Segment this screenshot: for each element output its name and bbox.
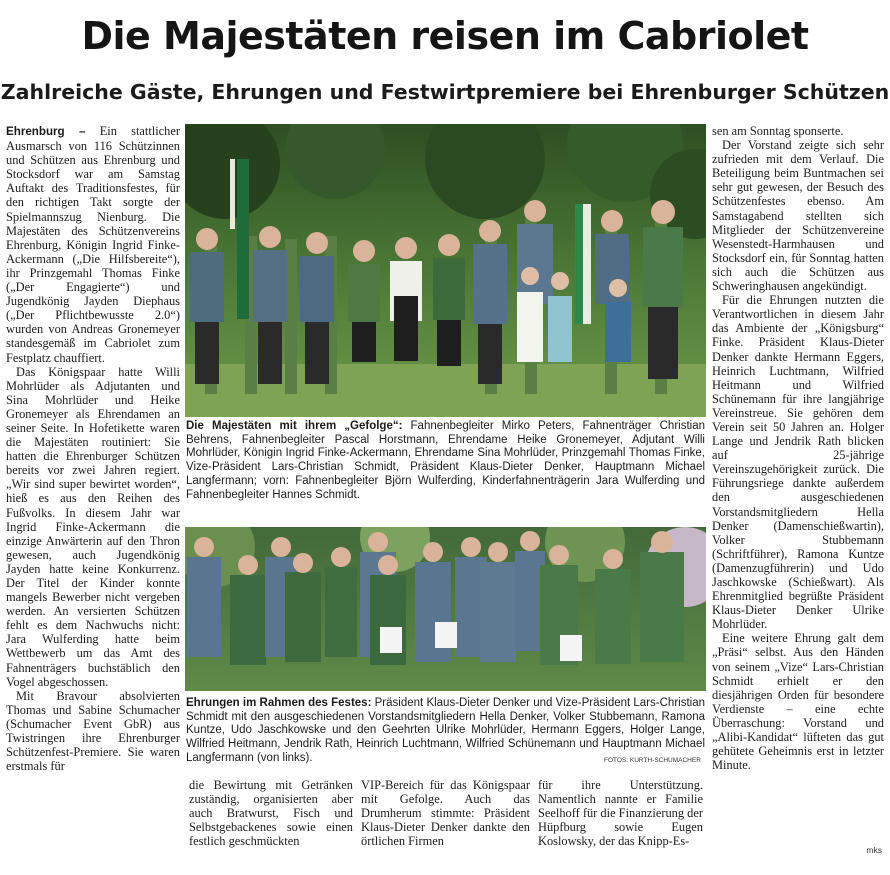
group-photo-majesties-image [185, 124, 706, 417]
paragraph [6, 124, 180, 365]
paragraph: die Bewirtung mit Getränken zuständig, organisierten aber auch Bratwurst, Fisch und Selbstgebackenes sowie einen festlich geschmückten [189, 778, 353, 849]
group-photo-majesties [185, 124, 706, 417]
paragraph: für ihre Unterstützung. Namentlich nannte er Familie Seelhoff für die Finanzierung der Hüpfburg sowie Eugen Koslowsky, der das Knipp-Es- [538, 778, 703, 849]
article-column-1 [6, 124, 180, 773]
photo-credit: FOTOS: KURTH-SCHUMACHER [604, 757, 701, 764]
author-signature: mks [866, 845, 882, 855]
paragraph: Für die Ehrungen nutzten die Verantwortlichen in diesem Jahr das Ambiente der „Königsburg“ Finke. Präsident Klaus-Dieter Denker dankte Hermann Eggers, Heinrich Luchtmann, Wilfried Heitmann und Wilfried Schünemann für ihre langjährige Vereinstreue. Sie gehören dem Verein seit 50 Jahren an. Holger Lange und Jendrik Rath blicken auf 25-jährige Vereinszugehörigkeit zurück. Die Führungsriege dankte außerdem den ausgeschiedenen Vorstandsmitgliedern Hella Denker (Damenschießwartin), Volker Stubbemann (Schriftführer), Ramona Kuntze (Damenzugführerin) und Udo Jaschkowske (Schießwart). Als Ehrenmitglied begrüßte Präsident Klaus-Dieter Denker Ulrike Mohrlüder. [712, 293, 884, 632]
article-column-2 [189, 778, 353, 848]
group-photo-honors [185, 527, 706, 691]
paragraph: Mit Bravour absolvierten Thomas und Sabine Schumacher (Schumacher Event GbR) aus Twistringen ihre Ehrenburger Schützenfest-Premiere. Sie waren erstmals für [6, 688, 180, 774]
caption-text: Präsident Klaus-Dieter Denker und Vize-Präsident Lars-Christian Schmidt mit den ausgeschiedenen Vorstandsmitgliedern Hella Denker, Volker Stubbemann, Ramona Kuntze, Udo Jaschkowske und den Geehrten Ulrike Mohrlüder, Hermann Eggers, Holger Lange, Wilfried Heitmann, Jendrik Rath, Heinrich Luchtmann, Wilfried Schünemann und Hauptmann Michael Langfermann (von links). [186, 697, 705, 764]
headline: Die Majestäten reisen im Cabriolet [81, 14, 809, 58]
paragraph: VIP-Bereich für das Königspaar mit Gefolge. Auch das Drumherum stimmte: Präsident Klaus-Dieter Denker dankte den örtlichen Firmen [361, 778, 530, 849]
article-column-3 [361, 778, 530, 848]
caption-text: Fahnenbegleiter Mirko Peters, Fahnenträger Christian Behrens, Fahnenbegleiter Pascal Horstmann, Ehrendame Heike Gronemeyer, Adjutant Willi Mohrlüder, Königin Ingrid Finke-Ackermann, Ehrendame Sina Mohrlüder, Prinzgemahl Thomas Finke, Vize-Präsident Lars-Christian Schmidt, Präsident Klaus-Dieter Denker, Hauptmann Michael Langfermann; vorn: Fahnenbegleiter Björn Wulferding, Kinderfahnenträgerin Jara Wulferding und Fahnenbegleiter Hannes Schmidt. [186, 420, 705, 501]
paragraph: Eine weitere Ehrung galt dem „Präsi“ selbst. Aus den Händen von seinem „Vize“ Lars-Christian Schmidt erhielt er den diesjährigen Orden für besondere Verdienste – eine echte Überraschung: Vorstand und „Alibi-Kandidat“ lüfteten das gut gehütete Geheimnis erst in letzter Minute. [712, 631, 884, 773]
subheadline: Zahlreiche Gäste, Ehrungen und Festwirtpremiere bei Ehrenburger Schützen [0, 80, 890, 104]
article-column-5 [712, 124, 884, 772]
group-photo-honors-image [185, 527, 706, 691]
photo-caption-2 [186, 697, 705, 766]
caption-lead: Ehrungen im Rahmen des Festes: [186, 697, 372, 709]
article-column-4 [538, 778, 703, 848]
paragraph: Der Vorstand zeigte sich sehr zufrieden mit dem Verlauf. Die Beteiligung beim Buntmachen sei sehr gut gewesen, der Besuch des Schützenfestes ebenso. Am Samstagabend stellten sich Mitglieder der Schützenvereine Wesenstedt-Harmhausen und Stocksdorf ein, für Sonntag hatten sich auch die Schützen aus Schweringhausen angekündigt. [712, 138, 884, 294]
paragraph: Das Königspaar hatte Willi Mohrlüder als Adjutanten und Sina Mohrlüder und Heike Gronemeyer als Ehrendamen an seiner Seite. In Hofetikette waren die Majestäten routiniert: Sie hatten die Ehrenburger Schützen bereits vor zwei Jahren regiert. „Wir sind super bewirtet worden“, hieß es aus den Reihen des Fußvolks. In diesem Jahr war Ingrid Finke-Ackermann die einzige Anwärterin auf den Thron gewesen, auch Jugendkönig Jayden hatte keine Konkurrenz. Der Titel der Kinder konnte mangels Bewerber nicht vergeben werden. An versierten Schützen fehlt es dem Nachwuchs nicht: Jara Wulferding hatte beim Wettbewerb um das Amt des Fahnenträgers buchstäblich den Vogel abgeschossen. [6, 364, 180, 689]
caption-lead: Die Majestäten mit ihrem „Gefolge“: [186, 420, 403, 432]
photo-caption-1 [186, 420, 705, 502]
paragraph-text: Ein stattlicher Ausmarsch von 116 Schützinnen und Schützen aus Ehrenburg und Stocksdorf war am Samstag Auftakt des Traditionsfestes, für den richtigen Takt sorgte der Spielmannszug Nienburg. Die Majestäten des Schützenvereins Ehrenburg, Königin Ingrid Finke-Ackermann („Die Hilfsbereite“), ihr Prinzgemahl Thomas Finke („Der Engagierte“) und Jugendkönig Jayden Diephaus („Der Pflichtbewusste 2.0“) wurden von Andreas Gronemeyer standesgemäß im Cabriolet zum Festplatz chauffiert. [6, 124, 180, 365]
dateline: Ehrenburg – [6, 125, 86, 138]
paragraph: sen am Sonntag sponserte. [712, 124, 844, 138]
